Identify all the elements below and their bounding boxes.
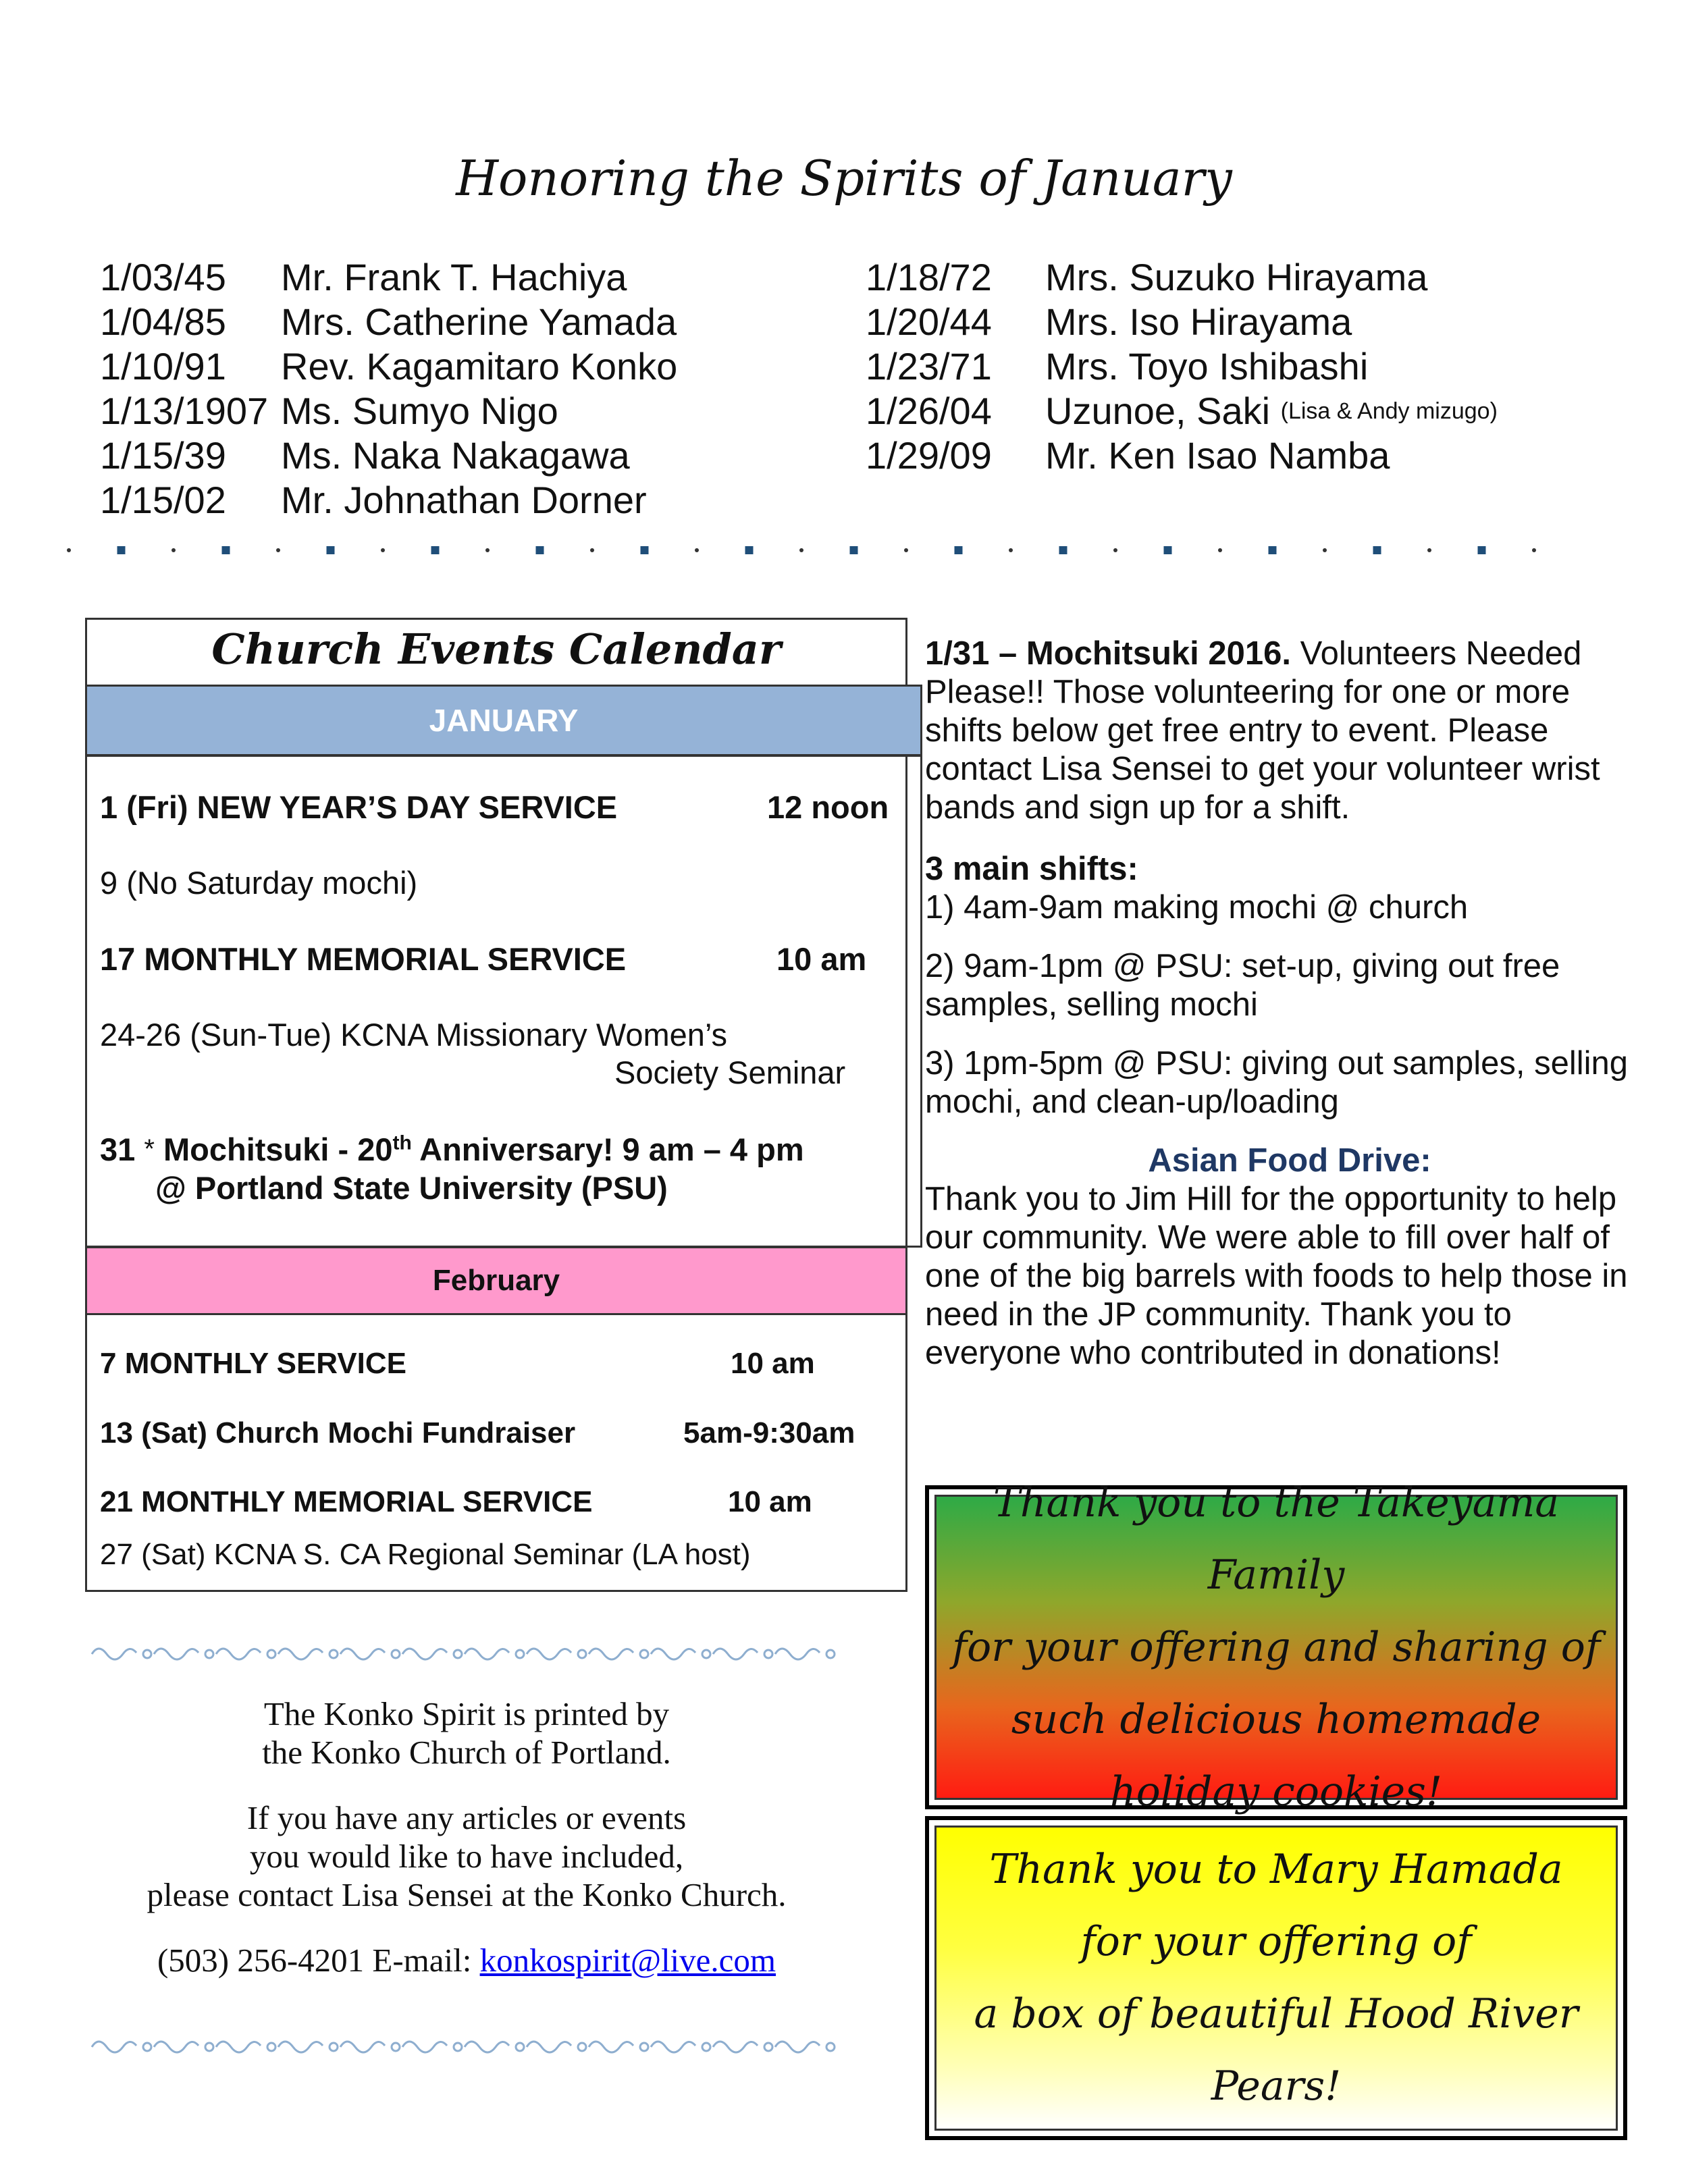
divider-dot [172, 548, 176, 552]
divider-dot [590, 548, 594, 552]
event-time: 5am-9:30am [683, 1416, 855, 1449]
divider-dot [1009, 548, 1013, 552]
divider-square [431, 546, 440, 554]
submission-info [85, 1799, 848, 1914]
flourish-swirl [775, 1649, 820, 1659]
event-no-mochi: 9 (No Saturday mochi) [100, 865, 418, 901]
flourish-ring [392, 1650, 400, 1658]
flourish-ring [640, 2043, 648, 2051]
flourish-swirl [651, 1649, 695, 1659]
memorial-date: 1/10/91 [100, 345, 226, 388]
newsletter-info [85, 1695, 848, 2006]
mochitsuki-heading: 1/31 – Mochitsuki 2016. [925, 635, 1291, 672]
flourish-swirl [402, 1649, 447, 1659]
flourish-swirl [651, 2042, 695, 2052]
memorial-date: 1/15/02 [100, 479, 226, 521]
thank-you-line: a box of beautiful Hood River Pears! [974, 1990, 1579, 2110]
shifts-heading: 3 main shifts: [925, 851, 1138, 887]
flourish-swirl [589, 1649, 633, 1659]
info-line: you would like to have included, [249, 1838, 684, 1875]
printed-by [85, 1695, 848, 1772]
memorial-row [866, 344, 1498, 389]
thank-you-text [934, 1826, 1618, 2131]
flourish-swirl [713, 1649, 758, 1659]
thank-you-line: Thank you to the Takeyama Family [993, 1479, 1560, 1599]
event-mochi-fundraiser: 13 (Sat) Church Mochi Fundraiser [100, 1416, 576, 1449]
flourish-divider-top [85, 1641, 848, 1668]
flourish-swirl [527, 1649, 571, 1659]
event-text: Anniversary! 9 am – 4 pm [411, 1131, 804, 1167]
divider-dot [1218, 548, 1222, 552]
divider-square [1269, 546, 1277, 554]
memorial-name: Mr. Johnathan Dorner [281, 479, 647, 521]
divider-square [955, 546, 963, 554]
memorial-name: Uzunoe, Saki [1045, 390, 1271, 432]
memorial-date: 1/15/39 [100, 434, 226, 477]
food-drive-body: Thank you to Jim Hill for the opportunity to help our community. We were able to fill over half of one of the big barrels with foods to help those in need in the JP community. Thank you to everyone who contributed in donations! [925, 1181, 1628, 1371]
shift-item: 2) 9am-1pm @ PSU: set-up, giving out free samples, selling mochi [925, 948, 1560, 1023]
info-line: If you have any articles or events [246, 1799, 687, 1836]
memorial-date: 1/26/04 [866, 390, 992, 432]
divider-square [117, 546, 126, 554]
phone-number: (503) 256-4201 E-mail: [157, 1942, 480, 1979]
flourish-ring [205, 1650, 213, 1658]
flourish-swirl [402, 2042, 447, 2052]
flourish-swirl [527, 2042, 571, 2052]
flourish-ring [143, 2043, 151, 2051]
memorial-name: Mr. Frank T. Hachiya [281, 256, 627, 298]
event-kcna-seminar-cont: Society Seminar [614, 1055, 846, 1090]
thank-you-text [934, 1479, 1618, 1815]
flourish-ring [454, 2043, 462, 2051]
memorial-row [100, 478, 677, 523]
event-time: 10 am [776, 941, 867, 977]
info-line: the Konko Church of Portland. [262, 1734, 671, 1771]
flourish-swirl [278, 2042, 323, 2052]
flourish-swirl [713, 2042, 758, 2052]
memorial-name: Ms. Sumyo Nigo [281, 390, 558, 432]
info-line: The Konko Spirit is printed by [263, 1695, 670, 1732]
flourish-ring [640, 1650, 648, 1658]
flourish-swirl [216, 2042, 261, 2052]
thank-you-line: for your offering of [1080, 1918, 1472, 1965]
memorial-name: Mrs. Toyo Ishibashi [1045, 345, 1369, 388]
thank-you-line: such delicious homemade [1011, 1695, 1541, 1743]
announcements [925, 635, 1654, 1395]
flourish-swirl [775, 2042, 820, 2052]
thank-you-line: for your offering and sharing of [951, 1623, 1601, 1671]
event-kcna-seminar: 24-26 (Sun-Tue) KCNA Missionary Women’s [100, 1017, 728, 1053]
flourish-ring [826, 1650, 835, 1658]
flourish-swirl [589, 2042, 633, 2052]
memorial-date: 1/20/44 [866, 300, 992, 343]
memorial-row [100, 433, 677, 478]
memorial-date: 1/03/45 [100, 256, 226, 298]
divider-dot [799, 548, 803, 552]
thank-you-line: Thank you to Mary Hamada [989, 1846, 1563, 1893]
divider-dot [695, 548, 699, 552]
flourish-ring [764, 2043, 772, 2051]
event-monthly-service: 7 MONTHLY SERVICE [100, 1347, 406, 1380]
memorial-row [100, 344, 677, 389]
divider-square [536, 546, 544, 554]
flourish-swirl [340, 2042, 385, 2052]
calendar-title: Church Events Calendar [211, 624, 781, 674]
divider-dot [1427, 548, 1431, 552]
event-regional-seminar: 27 (Sat) KCNA S. CA Regional Seminar (LA host) [100, 1538, 751, 1571]
event-time: 10 am [728, 1485, 812, 1518]
flourish-swirl [465, 1649, 509, 1659]
flourish-ring [702, 2043, 710, 2051]
flourish-ring [578, 2043, 586, 2051]
flourish-ring [516, 1650, 524, 1658]
memorial-row [866, 433, 1498, 478]
flourish-swirl [216, 1649, 261, 1659]
divider-dot [1113, 548, 1117, 552]
memorial-row [100, 389, 677, 433]
memorial-name: Ms. Naka Nakagawa [281, 434, 630, 477]
flourish-ring [267, 1650, 275, 1658]
event-mochitsuki [100, 1131, 804, 1168]
flourish-swirl [92, 1649, 136, 1659]
divider-square [327, 546, 335, 554]
thank-you-line: holiday cookies! [1109, 1767, 1443, 1815]
thank-you-takeyama [925, 1479, 1627, 1815]
divider-dot [1323, 548, 1327, 552]
divider-square [1478, 546, 1486, 554]
memorial-name: Mrs. Catherine Yamada [281, 300, 677, 343]
flourish-swirl [154, 1649, 199, 1659]
memorial-name: Mr. Ken Isao Namba [1045, 434, 1390, 477]
flourish-ring [267, 2043, 275, 2051]
divider-dot [276, 548, 280, 552]
divider-square [641, 546, 649, 554]
memorial-list-left [100, 255, 677, 523]
flourish-swirl [465, 2042, 509, 2052]
thank-you-hamada [925, 1816, 1627, 2140]
memorial-row [866, 300, 1498, 344]
event-time: 12 noon [767, 789, 889, 825]
divider-square [1164, 546, 1172, 554]
mochitsuki-body: Volunteers Needed Please!! Those volunteering for one or more shifts below get free entry to event. Please contact Lisa Sensei to get your volunteer wrist bands and sign up for a shift. [925, 635, 1600, 826]
divider-dot [904, 548, 908, 552]
divider-dot [381, 548, 385, 552]
flourish-swirl [92, 2042, 136, 2052]
food-drive-heading: Asian Food Drive: [1148, 1142, 1431, 1179]
memorial-date: 1/04/85 [100, 300, 226, 343]
memorial-list-right [866, 255, 1498, 478]
memorial-row [100, 255, 677, 300]
event-memorial: 21 MONTHLY MEMORIAL SERVICE [100, 1485, 593, 1518]
divider-square [222, 546, 230, 554]
divider-dot [1532, 548, 1536, 552]
divider-dot [485, 548, 490, 552]
flourish-ring [826, 2043, 835, 2051]
event-location: @ Portland State University (PSU) [155, 1170, 668, 1206]
divider-dot [67, 548, 71, 552]
memorial-row [100, 300, 677, 344]
memorial-name: Mrs. Iso Hirayama [1045, 300, 1352, 343]
flourish-ring [454, 1650, 462, 1658]
memorial-name: Mrs. Suzuko Hirayama [1045, 256, 1428, 298]
divider-square [850, 546, 858, 554]
memorial-date: 1/13/1907 [100, 390, 269, 432]
event-day: 31 [100, 1131, 136, 1167]
page-title: Honoring the Spirits of January [456, 150, 1232, 207]
flourish-ring [764, 1650, 772, 1658]
memorial-row [866, 389, 1498, 433]
shift-item: 3) 1pm-5pm @ PSU: giving out samples, selling mochi, and clean-up/loading [925, 1045, 1629, 1120]
memorial-note: (Lisa & Andy mizugo) [1280, 398, 1498, 424]
divider-square [1373, 546, 1381, 554]
email-link[interactable]: konkospirit@live.com [479, 1942, 776, 1979]
february-header: February [85, 1246, 907, 1315]
flourish-divider-bottom [85, 2033, 848, 2060]
memorial-date: 1/23/71 [866, 345, 992, 388]
flourish-ring [702, 1650, 710, 1658]
flourish-ring [392, 2043, 400, 2051]
event-time: 10 am [731, 1347, 815, 1380]
contact-line [85, 1941, 848, 1979]
flourish-ring [516, 2043, 524, 2051]
flourish-swirl [154, 2042, 199, 2052]
flourish-swirl [278, 1649, 323, 1659]
flourish-ring [578, 1650, 586, 1658]
memorial-date: 1/29/09 [866, 434, 992, 477]
dotted-divider [65, 545, 1550, 555]
divider-square [745, 546, 754, 554]
info-line: please contact Lisa Sensei at the Konko Church. [147, 1876, 787, 1913]
memorial-date: 1/18/72 [866, 256, 992, 298]
january-header: JANUARY [85, 685, 922, 756]
flourish-ring [205, 2043, 213, 2051]
flourish-ring [329, 2043, 338, 2051]
flourish-swirl [340, 1649, 385, 1659]
flourish-ring [329, 1650, 338, 1658]
event-text: Mochitsuki - 20 [154, 1131, 393, 1167]
flourish-ring [143, 1650, 151, 1658]
divider-square [1059, 546, 1067, 554]
event-new-years: 1 (Fri) NEW YEAR’S DAY SERVICE [100, 789, 618, 825]
ordinal-suffix: th [392, 1131, 412, 1154]
memorial-row [866, 255, 1498, 300]
shifts-block [925, 850, 1654, 927]
memorial-name: Rev. Kagamitaro Konko [281, 345, 678, 388]
shift-item: 1) 4am-9am making mochi @ church [925, 889, 1469, 926]
asterisk: * [144, 1134, 155, 1164]
event-memorial: 17 MONTHLY MEMORIAL SERVICE [100, 941, 627, 977]
mochitsuki-paragraph [925, 635, 1654, 827]
